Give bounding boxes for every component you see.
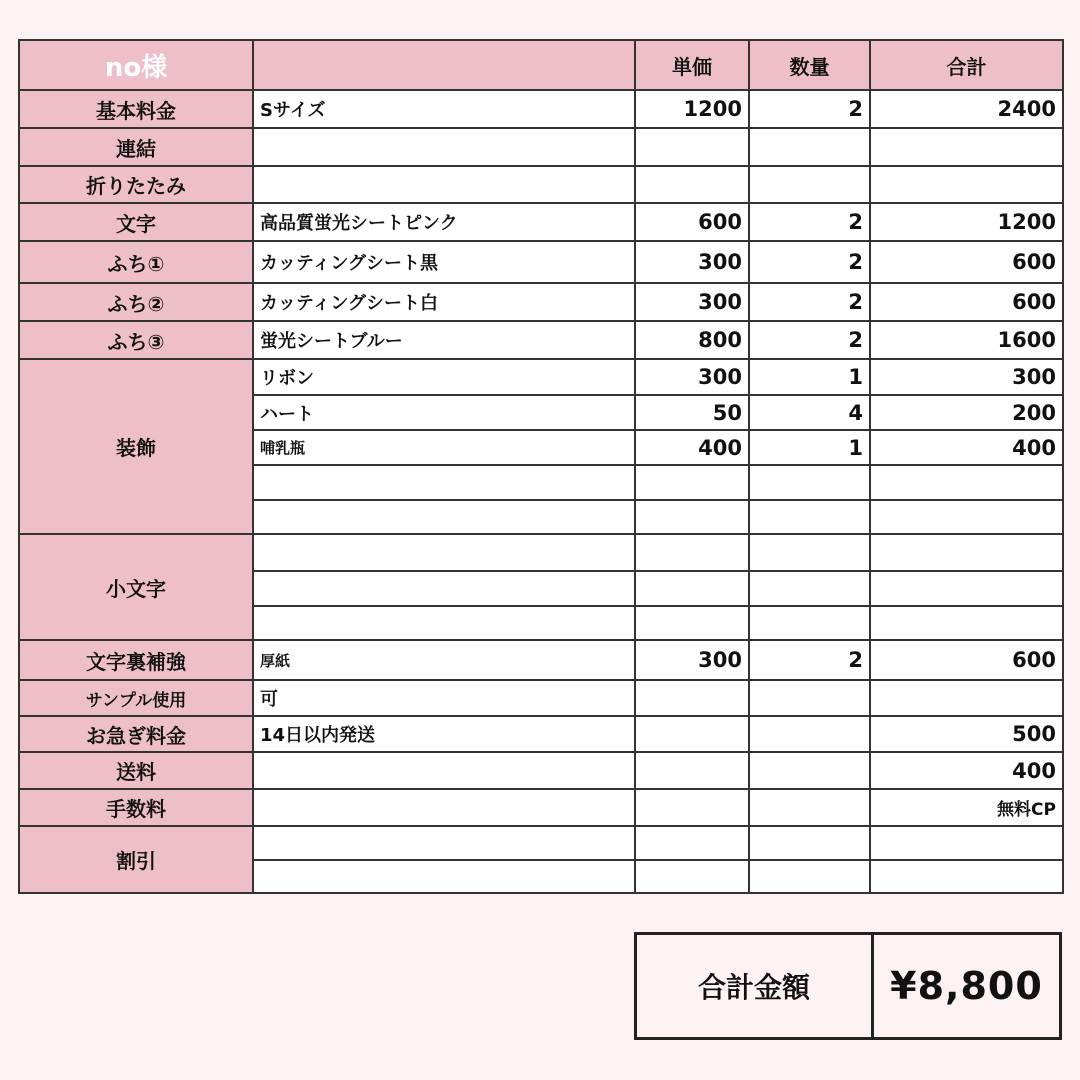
item-cell [253,571,635,606]
subtotal-cell: 600 [870,640,1063,680]
table-row [19,534,1063,571]
table-row [19,90,1063,128]
row-label-sample: サンプル使用 [19,680,253,716]
row-label-folding: 折りたたみ [19,166,253,203]
subtotal-cell [870,571,1063,606]
row-label-shipping: 送料 [19,752,253,789]
quantity-cell [749,465,870,500]
row-label-border-1: ふち① [19,241,253,283]
quantity-cell [749,860,870,893]
unit-price-cell [635,606,749,640]
table-row [19,321,1063,359]
subtotal-cell: 300 [870,359,1063,395]
quantity-cell: 1 [749,359,870,395]
quantity-cell [749,752,870,789]
quantity-cell: 2 [749,241,870,283]
quantity-cell: 2 [749,203,870,241]
unit-price-cell [635,500,749,534]
quantity-cell [749,166,870,203]
table-row [19,752,1063,789]
row-label-link: 連結 [19,128,253,166]
subtotal-cell: 1600 [870,321,1063,359]
subtotal-cell [870,534,1063,571]
subtotal-cell: 600 [870,241,1063,283]
table-row [19,203,1063,241]
quantity-cell: 2 [749,321,870,359]
item-cell: Sサイズ [253,90,635,128]
row-label-decoration: 装飾 [19,359,253,534]
unit-price-cell [635,571,749,606]
unit-price-cell: 300 [635,241,749,283]
unit-price-cell [635,789,749,826]
subtotal-cell [870,500,1063,534]
row-label-discount: 割引 [19,826,253,893]
subtotal-cell: 400 [870,430,1063,465]
quantity-cell: 1 [749,430,870,465]
subtotal-cell [870,860,1063,893]
subtotal-cell [870,680,1063,716]
item-cell [253,860,635,893]
unit-price-cell [635,534,749,571]
grand-total-value: ¥8,800 [890,964,1043,1008]
item-cell: カッティングシート白 [253,283,635,321]
unit-price-cell [635,716,749,752]
customer-title: no様 [19,40,253,90]
quantity-cell: 2 [749,90,870,128]
table-row [19,283,1063,321]
invoice-table [18,39,1064,894]
table-row [19,241,1063,283]
subtotal-cell: 無料CP [870,789,1063,826]
table-row [19,680,1063,716]
item-cell: 蛍光シートブルー [253,321,635,359]
row-label-border-2: ふち② [19,283,253,321]
unit-price-cell: 400 [635,430,749,465]
unit-price-cell [635,680,749,716]
item-cell [253,534,635,571]
item-cell: 哺乳瓶 [253,430,635,465]
unit-price-cell [635,752,749,789]
row-label-handling-fee: 手数料 [19,789,253,826]
quantity-cell [749,680,870,716]
header-row [19,40,1063,90]
quantity-cell [749,128,870,166]
subtotal-header: 合計 [870,40,1063,90]
table-row [19,640,1063,680]
table-row [19,826,1063,860]
unit-price-header: 単価 [635,40,749,90]
quantity-cell [749,606,870,640]
subtotal-cell: 1200 [870,203,1063,241]
row-label-letter-reinforcement: 文字裏補強 [19,640,253,680]
subtotal-cell [870,128,1063,166]
item-cell: ハート [253,395,635,430]
item-cell [253,789,635,826]
quantity-cell [749,826,870,860]
row-label-rush-fee: お急ぎ料金 [19,716,253,752]
subtotal-cell: 2400 [870,90,1063,128]
unit-price-cell: 300 [635,359,749,395]
item-cell: 14日以内発送 [253,716,635,752]
item-cell [253,826,635,860]
quantity-cell [749,500,870,534]
item-cell: 高品質蛍光シートピンク [253,203,635,241]
unit-price-cell: 50 [635,395,749,430]
quantity-header: 数量 [749,40,870,90]
unit-price-cell: 300 [635,640,749,680]
unit-price-cell [635,166,749,203]
unit-price-cell [635,465,749,500]
unit-price-cell [635,860,749,893]
item-cell: 可 [253,680,635,716]
row-label-border-3: ふち③ [19,321,253,359]
table-row [19,789,1063,826]
item-cell [253,606,635,640]
row-label-base-fee: 基本料金 [19,90,253,128]
item-header [253,40,635,90]
subtotal-cell [870,166,1063,203]
quantity-cell [749,534,870,571]
item-cell [253,166,635,203]
subtotal-cell [870,465,1063,500]
item-cell: 厚紙 [253,640,635,680]
subtotal-cell: 600 [870,283,1063,321]
unit-price-cell [635,128,749,166]
table-row [19,166,1063,203]
quantity-cell [749,571,870,606]
row-label-small-letters: 小文字 [19,534,253,640]
item-cell: リボン [253,359,635,395]
item-cell [253,128,635,166]
item-cell [253,465,635,500]
unit-price-cell: 800 [635,321,749,359]
grand-total-box [634,932,1062,1040]
unit-price-cell: 600 [635,203,749,241]
row-label-letters: 文字 [19,203,253,241]
table-row [19,716,1063,752]
quantity-cell: 4 [749,395,870,430]
unit-price-cell: 300 [635,283,749,321]
subtotal-cell: 500 [870,716,1063,752]
subtotal-cell: 400 [870,752,1063,789]
subtotal-cell: 200 [870,395,1063,430]
unit-price-cell [635,826,749,860]
quantity-cell: 2 [749,640,870,680]
quantity-cell [749,716,870,752]
item-cell: カッティングシート黒 [253,241,635,283]
quantity-cell: 2 [749,283,870,321]
quantity-cell [749,789,870,826]
table-row [19,359,1063,395]
subtotal-cell [870,606,1063,640]
unit-price-cell: 1200 [635,90,749,128]
table-row [19,128,1063,166]
item-cell [253,752,635,789]
grand-total-label: 合計金額 [637,935,874,1037]
subtotal-cell [870,826,1063,860]
item-cell [253,500,635,534]
